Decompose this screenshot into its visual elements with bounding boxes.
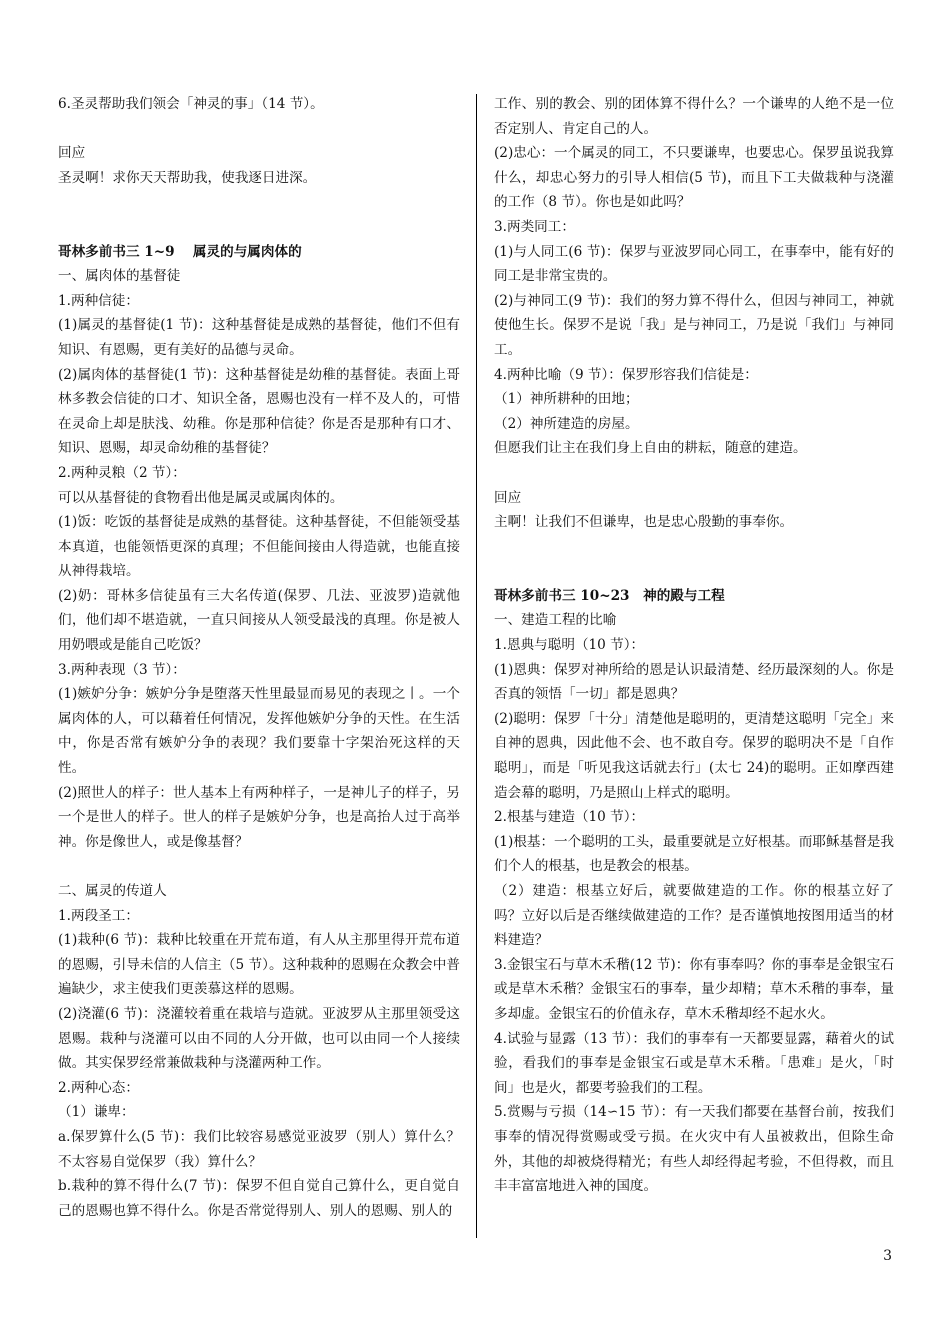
paragraph: 主啊！让我们不但谦卑，也是忠心殷勤的事奉你。 — [494, 514, 794, 531]
paragraph: a.保罗算什么(5 节)：我们比较容易感觉亚波罗（别人）算什么？不太容易自觉保罗（我）算什么？ — [58, 1128, 460, 1170]
paragraph: (1)属灵的基督徒(1 节)：这种基督徒是成熟的基督徒，他们不但有知识、有恩赐，更有美好的品德与灵命。 — [58, 317, 460, 358]
paragraph: (2)照世人的样子：世人基本上有两种样子，一是神儿子的样子，另一个是世人的样子。世人的样子是嫉妒分争，也是高抬人过于高举神。你是像世人，或是像基督？ — [58, 784, 460, 850]
paragraph: 3.两类同工： — [494, 218, 575, 235]
paragraph: (2)与神同工(9 节)：我们的努力算不得什么，但因与神同工，神就使他生长。保罗不是说「我」是与神同工，乃是说「我们」与神同工。 — [494, 292, 894, 358]
left-column — [58, 92, 460, 1223]
paragraph: 工作、别的教会、别的团体算不得什么？一个谦卑的人绝不是一位否定别人、肯定自己的人。 — [494, 96, 894, 137]
blank-line — [494, 535, 894, 584]
column-divider — [476, 94, 477, 1238]
paragraph: 2.两种心态： — [58, 1079, 139, 1096]
blank-line — [58, 117, 460, 142]
paragraph: b.栽种的算不得什么(7 节)：保罗不但自觉自己算什么，更自觉自己的恩赐也算不得什么。你是否常觉得别人、别人的恩赐、别人的 — [58, 1178, 460, 1219]
paragraph: 4.试验与显露（13 节）：我们的事奉有一天都要显露，藉着火的试验，看我们的事奉是金银宝石或是草木禾稭。「患难」是火，「时间」也是火，都要考验我们的工程。 — [494, 1030, 894, 1096]
paragraph: (1)恩典：保罗对神所给的恩是认识最清楚、经历最深刻的人。你是否真的领悟「一切」都是恩典？ — [494, 661, 894, 703]
paragraph: 3.金银宝石与草木禾稭(12 节)：你有事奉吗？你的事奉是金银宝石或是草木禾稭？金银宝石的事奉，量少却精；草木禾稭的事奉，量多却虚。金银宝石的价值永存，草木禾稭却经不起水火。 — [494, 956, 894, 1022]
paragraph: (2)聪明：保罗「十分」清楚他是聪明的，更清楚这聪明「完全」来自神的恩典，因此他不会、也不敢自夸。保罗的聪明决不是「自作聪明」，而是「听见我这话就去行」(太七 24)的聪明。正如摩西建造会幕的聪明，乃是照山上样式的聪明。 — [494, 710, 894, 801]
section-title: 哥林多前书三 10~23 神的殿与工程 — [494, 587, 725, 604]
paragraph: 2.两种灵粮（2 节）： — [58, 464, 186, 481]
paragraph: （2）神所建造的房屋。 — [494, 415, 639, 432]
paragraph: (1)栽种(6 节)：栽种比较重在开荒布道，有人从主那里得开荒布道的恩赐，引导未信的人信主（5 节）。这种栽种的恩赐在众教会中普遍缺少，求主使我们更羡慕这样的恩赐。 — [58, 932, 460, 998]
paragraph: 1.恩典与聪明（10 节）： — [494, 637, 645, 654]
page-number: 3 — [883, 1248, 892, 1264]
paragraph: 一、属肉体的基督徒 — [58, 268, 181, 285]
paragraph: 二、属灵的传道人 — [58, 883, 167, 899]
paragraph: 回应 — [494, 489, 522, 506]
blank-line — [58, 190, 460, 239]
paragraph: 圣灵啊！求你天天帮助我，使我逐日进深。 — [58, 169, 317, 186]
paragraph: 一、建造工程的比喻 — [494, 612, 617, 629]
paragraph: (1)饭：吃饭的基督徒是成熟的基督徒。这种基督徒，不但能领受基本真道，也能领悟更深的真理；不但能间接由人得造就，也能直接从神得栽培。 — [58, 514, 460, 580]
paragraph: (1)根基：一个聪明的工头，最重要就是立好根基。而耶稣基督是我们个人的根基，也是教会的根基。 — [494, 833, 894, 875]
paragraph: 但愿我们让主在我们身上自由的耕耘，随意的建造。 — [494, 440, 807, 457]
blank-line — [58, 854, 460, 879]
paragraph: (2)属肉体的基督徒(1 节)：这种基督徒是幼稚的基督徒。表面上哥林多教会信徒的口才、知识全备，恩赐也没有一样不及人的，可惜在灵命上却是肤浅、幼稚。你是那种信徒？你是否是那种有口才、知识、恩赐，却灵命幼稚的基督徒？ — [58, 366, 460, 457]
paragraph: (1)与人同工(6 节)：保罗与亚波罗同心同工，在事奉中，能有好的同工是非常宝贵的。 — [494, 243, 894, 285]
section-title: 哥林多前书三 1~9 属灵的与属肉体的 — [58, 243, 302, 260]
paragraph: (2)忠心：一个属灵的同工，不只要谦卑，也要忠心。保罗虽说我算什么，却忠心努力的引导人相信(5 节)，而且下工夫做栽种与浇灌的工作（8 节）。你也是如此吗？ — [494, 145, 894, 211]
paragraph: 6.圣灵帮助我们领会「神灵的事」（14 节）。 — [58, 96, 324, 112]
paragraph: 1.两种信徒： — [58, 292, 139, 309]
paragraph: 3.两种表现（3 节）： — [58, 661, 186, 678]
right-column — [494, 92, 894, 1199]
paragraph: 1.两段圣工： — [58, 907, 139, 924]
paragraph: 4.两种比喻（9 节）：保罗形容我们信徒是： — [494, 366, 758, 383]
paragraph: （1）谦卑： — [58, 1104, 135, 1121]
blank-line — [494, 461, 894, 486]
paragraph: （1）神所耕种的田地； — [494, 391, 639, 408]
paragraph: 回应 — [58, 145, 86, 162]
paragraph: (2)浇灌(6 节)：浇灌较着重在栽培与造就。亚波罗从主那里领受这恩赐。栽种与浇灌可以由不同的人分开做，也可以由同一个人接续做。其实保罗经常兼做栽种与浇灌两种工作。 — [58, 1005, 460, 1072]
paragraph: (2)奶：哥林多信徒虽有三大名传道(保罗、几法、亚波罗)造就他们，他们却不堪造就，一直只间接从人领受最浅的真理。你是被人用奶喂或是能自己吃饭？ — [58, 587, 460, 654]
paragraph: 可以从基督徒的食物看出他是属灵或属肉体的。 — [58, 489, 344, 506]
paragraph: 5.赏赐与亏损（14∽15 节）：有一天我们都要在基督台前，按我们事奉的情况得赏赐或受亏损。在火灾中有人虽被救出，但除生命外，其他的却被烧得精光；有些人却经得起考验，不但得救，而且丰丰富富地进入神的国度。 — [494, 1104, 894, 1195]
paragraph: 2.根基与建造（10 节）： — [494, 809, 645, 826]
paragraph: （2）建造：根基立好后，就要做建造的工作。你的根基立好了吗？立好以后是否继续做建造的工作？是否谨慎地按图用适当的材料建造？ — [494, 883, 894, 949]
paragraph: (1)嫉妒分争：嫉妒分争是堕落天性里最显而易见的表现之丨。一个属肉体的人，可以藉着任何情况，发挥他嫉妒分争的天性。在生活中，你是否常有嫉妒分争的表现？我们要靠十字架治死这样的天性。 — [58, 686, 460, 777]
